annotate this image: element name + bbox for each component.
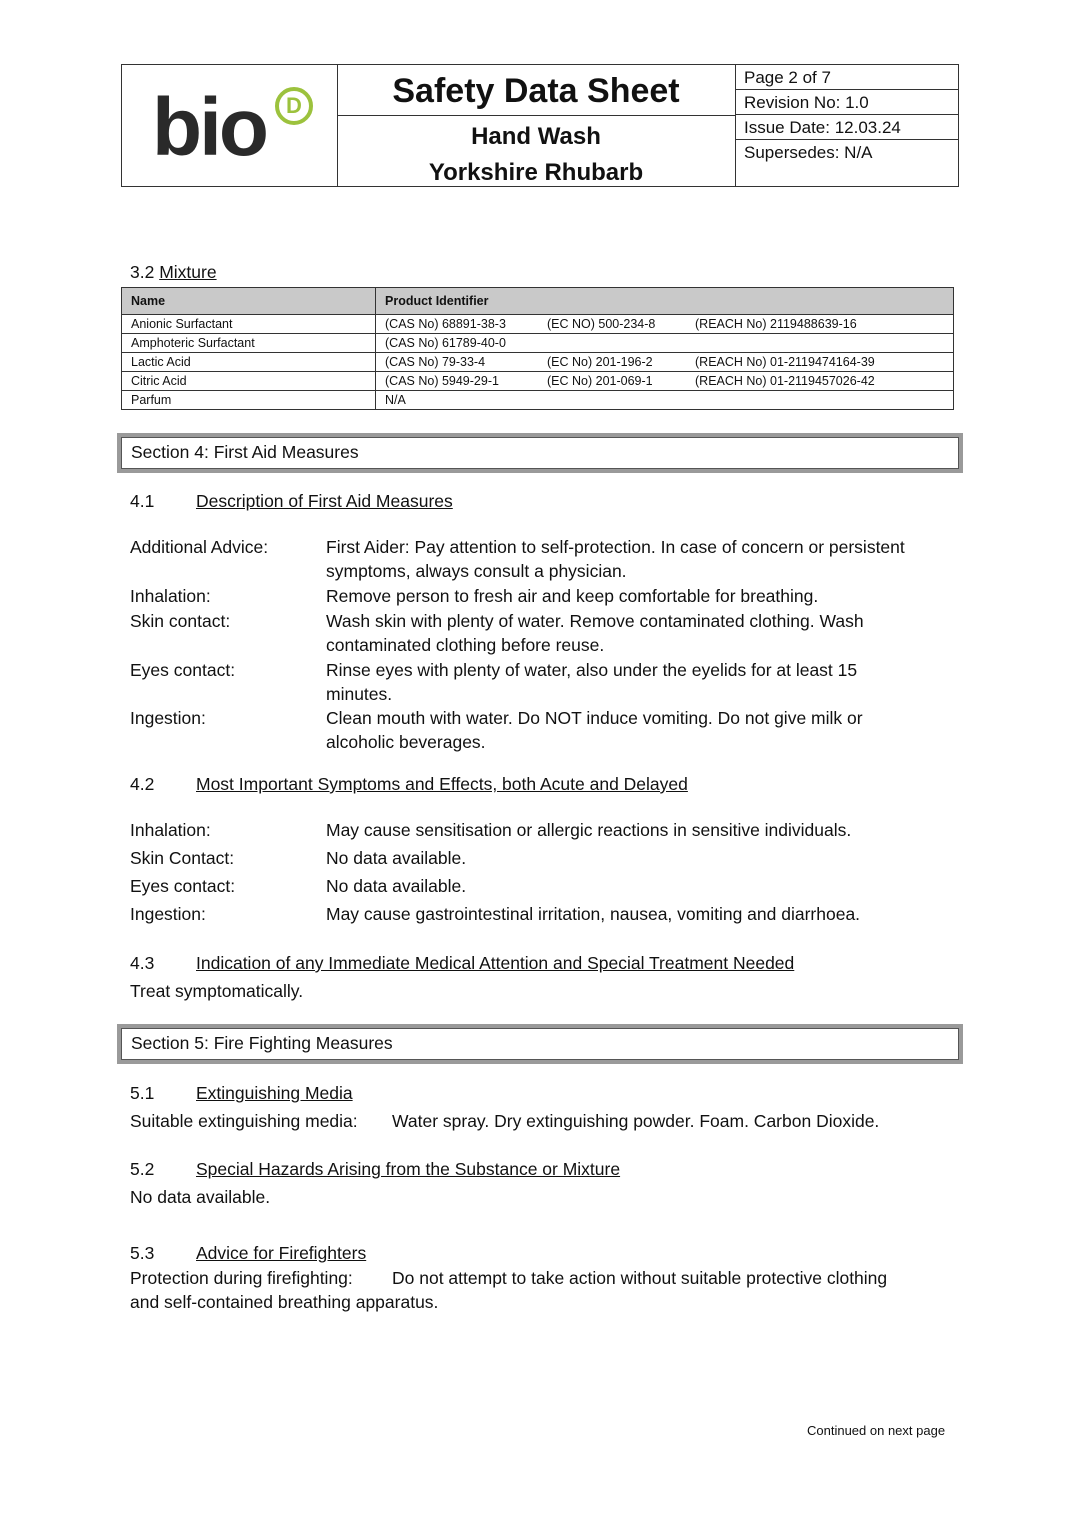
substance-name: Amphoteric Surfactant: [122, 334, 376, 353]
symptom-label: Eyes contact:: [130, 876, 236, 896]
symptom-label: Inhalation:: [130, 820, 211, 840]
column-header-product-identifier: Product Identifier: [376, 288, 954, 315]
subsection-4-2-title: Most Important Symptoms and Effects, both Acute and Delayed: [196, 774, 688, 794]
first-aid-label: Eyes contact:: [130, 660, 236, 680]
cas-number: (CAS No) 68891-38-3: [385, 317, 506, 331]
firefighting-protection-label: Protection during firefighting:: [130, 1268, 353, 1288]
mixture-heading-title: Mixture: [159, 262, 217, 282]
product-line-2: Yorkshire Rhubarb: [428, 159, 644, 186]
subsection-4-1-number: 4.1: [130, 491, 155, 511]
symptom-text: No data available.: [326, 876, 467, 896]
first-aid-text: contaminated clothing before reuse.: [326, 635, 605, 655]
document-header: [121, 64, 959, 187]
product-name: [337, 116, 735, 191]
table-row: [122, 334, 954, 353]
section-4-bar: [117, 433, 963, 473]
mixture-heading-number: 3.2: [130, 262, 155, 282]
supersedes: Supersedes: N/A: [744, 143, 873, 162]
substance-name: Citric Acid: [122, 372, 376, 391]
section-5-title: Section 5: Fire Fighting Measures: [121, 1028, 959, 1060]
table-row: [122, 315, 954, 334]
first-aid-label: Skin contact:: [130, 611, 231, 631]
product-identifier: [376, 334, 954, 353]
first-aid-text: symptoms, always consult a physician.: [326, 561, 627, 581]
continued-note: Continued on next page: [807, 1423, 946, 1438]
first-aid-label: Additional Advice:: [130, 537, 269, 557]
substance-name: Parfum: [122, 391, 376, 410]
first-aid-text: alcoholic beverages.: [326, 732, 486, 752]
firefighting-protection-text-2: and self-contained breathing apparatus.: [130, 1292, 439, 1312]
product-identifier: [376, 353, 954, 372]
special-hazards-text: No data available.: [130, 1187, 271, 1207]
subsection-4-3-title: Indication of any Immediate Medical Attention and Special Treatment Needed: [196, 953, 795, 973]
subsection-4-3-text: Treat symptomatically.: [130, 981, 304, 1001]
ec-number: (EC No) 201-196-2: [547, 355, 653, 369]
mixture-heading: [130, 260, 217, 284]
table-row: [122, 372, 954, 391]
first-aid-label: Ingestion:: [130, 708, 206, 728]
reach-number: (REACH No) 2119488639-16: [695, 317, 857, 331]
product-line-1: Hand Wash: [471, 123, 601, 150]
symptom-text: May cause gastrointestinal irritation, nausea, vomiting and diarrhoea.: [326, 904, 861, 924]
subsection-5-3-title: Advice for Firefighters: [196, 1243, 367, 1263]
cas-number: (CAS No) 79-33-4: [385, 355, 486, 369]
cas-number: (CAS No) 5949-29-1: [385, 374, 499, 388]
subsection-5-1-number: 5.1: [130, 1083, 155, 1103]
subsection-5-2-number: 5.2: [130, 1159, 155, 1179]
logo: [122, 65, 338, 186]
extinguishing-media-text: Water spray. Dry extinguishing powder. Foam. Carbon Dioxide.: [392, 1111, 880, 1131]
logo-badge: D: [275, 87, 313, 125]
first-aid-text: minutes.: [326, 684, 393, 704]
section-4-title: Section 4: First Aid Measures: [121, 437, 959, 469]
substance-name: Lactic Acid: [122, 353, 376, 372]
mixture-table: [121, 287, 954, 410]
first-aid-text: Remove person to fresh air and keep comfortable for breathing.: [326, 586, 819, 606]
subsection-4-2-number: 4.2: [130, 774, 155, 794]
revision-number: Revision No: 1.0: [735, 90, 958, 115]
cas-number: N/A: [385, 393, 406, 407]
subsection-4-3-number: 4.3: [130, 953, 155, 973]
ec-number: (EC No) 201-069-1: [547, 374, 653, 388]
symptom-label: Ingestion:: [130, 904, 206, 924]
substance-name: Anionic Surfactant: [122, 315, 376, 334]
table-row: [122, 353, 954, 372]
cas-number: (CAS No) 61789-40-0: [385, 336, 506, 350]
product-identifier: [376, 372, 954, 391]
section-5-bar: [117, 1024, 963, 1064]
symptom-label: Skin Contact:: [130, 848, 235, 868]
first-aid-text: First Aider: Pay attention to self-protection. In case of concern or persistent: [326, 537, 905, 557]
issue-date: Issue Date: 12.03.24: [735, 115, 958, 140]
product-identifier: [376, 315, 954, 334]
first-aid-text: Wash skin with plenty of water. Remove contaminated clothing. Wash: [326, 611, 864, 631]
ec-number: (EC NO) 500-234-8: [547, 317, 656, 331]
first-aid-text: Rinse eyes with plenty of water, also under the eyelids for at least 15: [326, 660, 858, 680]
reach-number: (REACH No) 01-2119457026-42: [695, 374, 875, 388]
first-aid-text: Clean mouth with water. Do NOT induce vomiting. Do not give milk or: [326, 708, 863, 728]
symptom-text: No data available.: [326, 848, 467, 868]
subsection-5-2-title: Special Hazards Arising from the Substance or Mixture: [196, 1159, 621, 1179]
table-row: [122, 391, 954, 410]
page-number: Page 2 of 7: [735, 65, 958, 90]
column-header-name: Name: [122, 288, 376, 315]
logo-wordmark: bio: [152, 82, 266, 173]
reach-number: (REACH No) 01-2119474164-39: [695, 355, 875, 369]
first-aid-label: Inhalation:: [130, 586, 211, 606]
subsection-5-1-title: Extinguishing Media: [196, 1083, 353, 1103]
document-title: Safety Data Sheet: [337, 65, 735, 116]
product-identifier: [376, 391, 954, 410]
extinguishing-media-label: Suitable extinguishing media:: [130, 1111, 358, 1131]
firefighting-protection-text-1: Do not attempt to take action without suitable protective clothing: [392, 1268, 888, 1288]
symptom-text: May cause sensitisation or allergic reactions in sensitive individuals.: [326, 820, 852, 840]
table-header-row: [122, 288, 954, 315]
subsection-4-1-title: Description of First Aid Measures: [196, 491, 453, 511]
subsection-5-3-number: 5.3: [130, 1243, 155, 1263]
